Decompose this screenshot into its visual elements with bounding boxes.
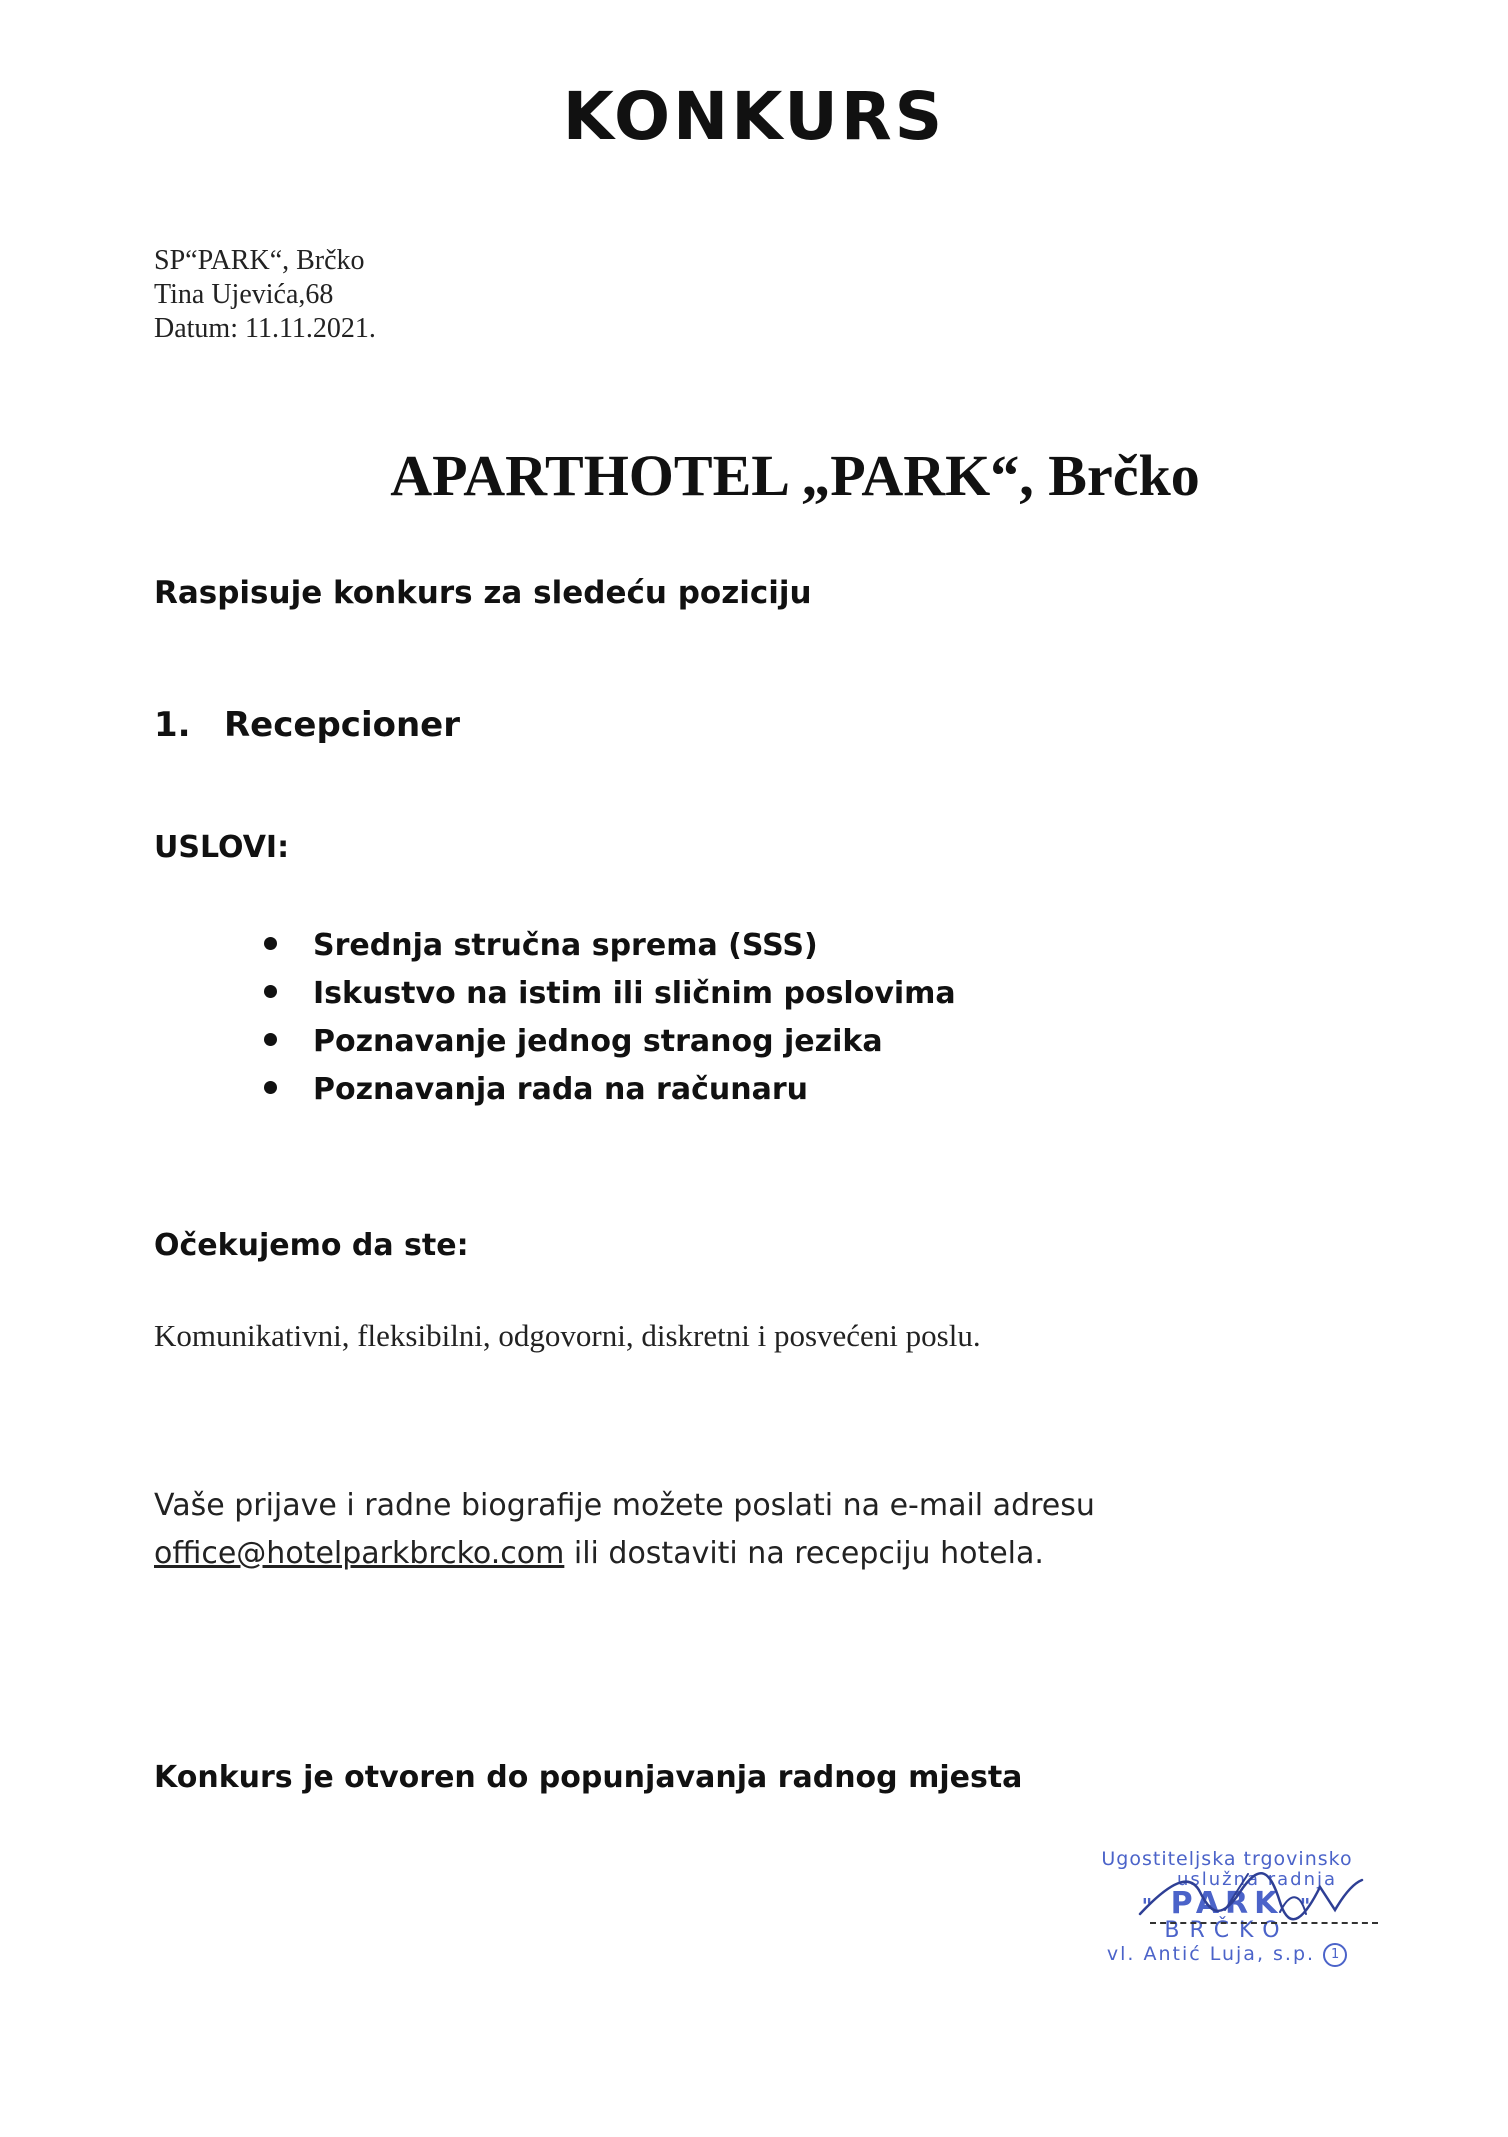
conditions-list — [264, 922, 956, 1114]
email-link[interactable]: office@hotelparkbrcko.com — [154, 1536, 565, 1571]
position-number: 1. — [154, 705, 191, 745]
application-line-2-rest: ili dostaviti na recepciju hotela. — [564, 1536, 1044, 1571]
hotel-name: APARTHOTEL „PARK“, Brčko — [390, 443, 1200, 508]
signature-icon — [1130, 1862, 1370, 1932]
stamp-quote-close: " — [1299, 1894, 1313, 1918]
stamp-owner: vl. Antić Luja, s.p. — [1106, 1943, 1316, 1965]
stamp-number: 1 — [1323, 1943, 1347, 1967]
stamp-line-1: Ugostiteljska trgovinsko — [1101, 1848, 1353, 1870]
condition-item — [264, 1066, 956, 1114]
condition-item — [264, 1018, 956, 1066]
stamp-city: BRČKO — [1164, 1918, 1290, 1943]
document-date: Datum: 11.11.2021. — [154, 313, 376, 344]
bullet-icon — [264, 985, 277, 998]
sender-name: SP“PARK“, Brčko — [154, 245, 365, 276]
bullet-icon — [264, 1081, 277, 1094]
bullet-icon — [264, 937, 277, 950]
stamp-owner-row — [1068, 1942, 1386, 1967]
condition-text: Poznavanja rada na računaru — [313, 1072, 808, 1107]
sender-address — [154, 244, 376, 346]
stamp-quote-open: " — [1141, 1894, 1155, 1918]
intro-text: Raspisuje konkurs za sledeću poziciju — [154, 575, 812, 611]
closing-note: Konkurs je otvoren do popunjavanja radnog mjesta — [154, 1760, 1023, 1795]
expectations-text: Komunikativni, fleksibilni, odgovorni, diskretni i posvećeni poslu. — [154, 1318, 981, 1353]
conditions-heading: USLOVI: — [154, 830, 290, 865]
condition-item — [264, 922, 956, 970]
document-title: KONKURS — [562, 78, 946, 155]
application-line-1: Vaše prijave i radne biografije možete poslati na e-mail adresu — [154, 1488, 1095, 1523]
application-instructions — [154, 1482, 1095, 1578]
sender-street: Tina Ujevića,68 — [154, 279, 334, 310]
condition-text: Srednja stručna sprema (SSS) — [313, 928, 818, 963]
stamp-line-2: uslužna radnja — [1176, 1869, 1338, 1890]
condition-item — [264, 970, 956, 1018]
bullet-icon — [264, 1033, 277, 1046]
condition-text: Poznavanje jednog stranog jezika — [313, 1024, 883, 1059]
position-item — [154, 705, 460, 745]
expectations-heading: Očekujemo da ste: — [154, 1228, 469, 1263]
condition-text: Iskustvo na istim ili sličnim poslovima — [313, 976, 956, 1011]
position-name: Recepcioner — [224, 705, 460, 745]
stamp-name: PARK — [1170, 1886, 1284, 1921]
application-line-2 — [154, 1530, 1095, 1578]
